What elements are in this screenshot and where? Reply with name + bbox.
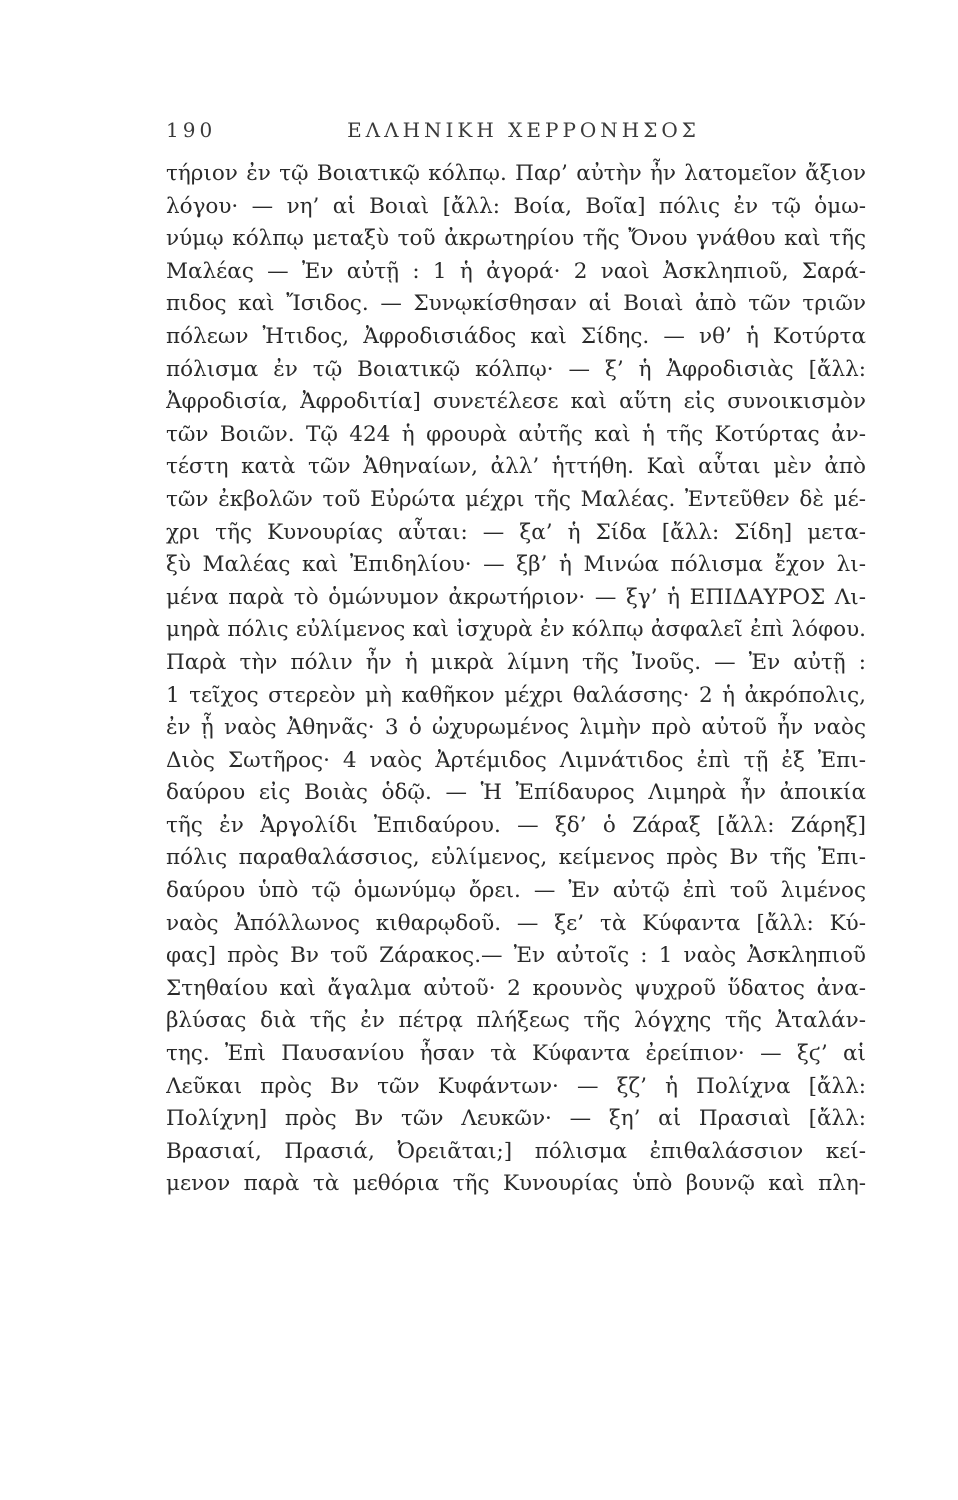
text-line: δαύρου εἰς Βοιὰς ὁδῷ. — Ἡ Ἐπίδαυρος Λιμηρὰ ἦν ἀποικία [166, 780, 866, 806]
text-line: Μαλέας — Ἐν αὐτῇ : 1 ἡ ἀγορά· 2 ναοὶ Ἀσκληπιοῦ, Σαρά- [166, 258, 866, 284]
text-line: Παρὰ τὴν πόλιν ἦν ἡ μικρὰ λίμνη τῆς Ἰνοῦς. — Ἐν αὐτῇ : [166, 649, 866, 675]
running-title: ΕΛΛΗΝΙΚΗ ΧΕΡΡΟΝΗΣΟΣ [347, 118, 700, 142]
text-line: τῆς ἐν Ἀργολίδι Ἐπιδαύρου. — ξδ’ ὁ Ζάραξ [ἄλλ: Ζάρηξ] [166, 812, 866, 838]
text-line: ξὺ Μαλέας καὶ Ἐπιδηλίου· — ξβ’ ἡ Μινώα πόλισμα ἔχον λι- [166, 552, 866, 578]
text-line: τῶν Βοιῶν. Τῷ 424 ἡ φρουρὰ αὐτῆς καὶ ἡ τῆς Κοτύρτας ἀν- [166, 421, 866, 447]
text-line: Λεῦκαι πρὸς Βν τῶν Κυφάντων· — ξζ’ ἡ Πολίχνα [ἄλλ: [166, 1073, 866, 1099]
body-text [166, 158, 866, 1201]
text-line: 1 τεῖχος στερεὸν μὴ καθῆκον μέχρι θαλάσσης· 2 ἡ ἀκρόπολις, [166, 682, 866, 708]
text-line: Βρασιαί, Πρασιά, Ὀρειᾶται;] πόλισμα ἐπιθαλάσσιον κεί- [166, 1138, 866, 1164]
text-line: Διὸς Σωτῆρος· 4 ναὸς Ἀρτέμιδος Λιμνάτιδος ἐπὶ τῇ ἐξ Ἐπι- [166, 747, 866, 773]
text-line: Ἀφροδισία, Ἀφροδιτία] συνετέλεσε καὶ αὕτη εἰς συνοικισμὸν [166, 389, 866, 415]
text-line: τέστη κατὰ τῶν Ἀθηναίων, ἀλλ’ ἡττήθη. Καὶ αὗται μὲν ἀπὸ [166, 454, 866, 480]
text-line: της. Ἐπὶ Παυσανίου ἦσαν τὰ Κύφαντα ἐρείπιον· — ξϛ’ αἱ [166, 1041, 866, 1067]
text-line: πόλεων Ἠτιδος, Ἀφροδισιάδος καὶ Σίδης. — νθ’ ἡ Κοτύρτα [166, 323, 866, 349]
text-line: Πολίχνη] πρὸς Βν τῶν Λευκῶν· — ξη’ αἱ Πρασιαὶ [ἄλλ: [166, 1106, 866, 1132]
text-line: πιδος καὶ Ἴσιδος. — Συνῳκίσθησαν αἱ Βοιαὶ ἀπὸ τῶν τριῶν [166, 291, 866, 317]
text-line: μηρὰ πόλις εὐλίμενος καὶ ἰσχυρὰ ἐν κόλπῳ ἀσφαλεῖ ἐπὶ λόφου. [166, 617, 866, 643]
text-line: χρι τῆς Κυνουρίας αὗται: — ξα’ ἡ Σίδα [ἄλλ: Σίδη] μετα- [166, 519, 866, 545]
text-line: φας] πρὸς Βν τοῦ Ζάρακος.— Ἐν αὐτοῖς : 1 ναὸς Ἀσκληπιοῦ [166, 943, 866, 969]
text-line: πόλισμα ἐν τῷ Βοιατικῷ κόλπῳ· — ξ’ ἡ Ἀφροδισιὰς [ἄλλ: [166, 356, 866, 382]
text-line: τήριον ἐν τῷ Βοιατικῷ κόλπῳ. Παρ’ αὐτὴν ἦν λατομεῖον ἄξιον [166, 161, 866, 186]
text-line: δαύρου ὑπὸ τῷ ὁμωνύμῳ ὄρει. — Ἐν αὐτῷ ἐπὶ τοῦ λιμένος [166, 878, 866, 904]
text-line: πόλις παραθαλάσσιος, εὐλίμενος, κείμενος πρὸς Βν τῆς Ἐπι- [166, 845, 866, 871]
text-line: ναὸς Ἀπόλλωνος κιθαρῳδοῦ. — ξε’ τὰ Κύφαντα [ἄλλ: Κύ- [166, 910, 866, 936]
text-line: βλύσας διὰ τῆς ἐν πέτρᾳ πλήξεως τῆς λόγχης τῆς Ἀταλάν- [166, 1008, 866, 1034]
text-line: λόγου· — νη’ αἱ Βοιαὶ [ἄλλ: Βοία, Βοῖα] πόλις ἐν τῷ ὁμω- [166, 193, 866, 219]
text-line: ἐν ᾗ ναὸς Ἀθηνᾶς· 3 ὁ ὠχυρωμένος λιμὴν πρὸ αὐτοῦ ἦν ναὸς [166, 715, 866, 741]
page-number: 190 [166, 118, 217, 142]
text-line: μένα παρὰ τὸ ὁμώνυμον ἀκρωτήριον· — ξγ’ ἡ ΕΠΙΔΑΥΡΟΣ Λι- [166, 584, 866, 610]
text-line: Στηθαίου καὶ ἄγαλμα αὐτοῦ· 2 κρουνὸς ψυχροῦ ὕδατος ἀνα- [166, 975, 866, 1001]
text-line: τῶν ἐκβολῶν τοῦ Εὐρώτα μέχρι τῆς Μαλέας. Ἐντεῦθεν δὲ μέ- [166, 486, 866, 512]
text-line: μενον παρὰ τὰ μεθόρια τῆς Κυνουρίας ὑπὸ βουνῷ καὶ πλη- [166, 1171, 866, 1197]
text-line: νύμῳ κόλπῳ μεταξὺ τοῦ ἀκρωτηρίου τῆς Ὄνου γνάθου καὶ τῆς [166, 226, 866, 252]
